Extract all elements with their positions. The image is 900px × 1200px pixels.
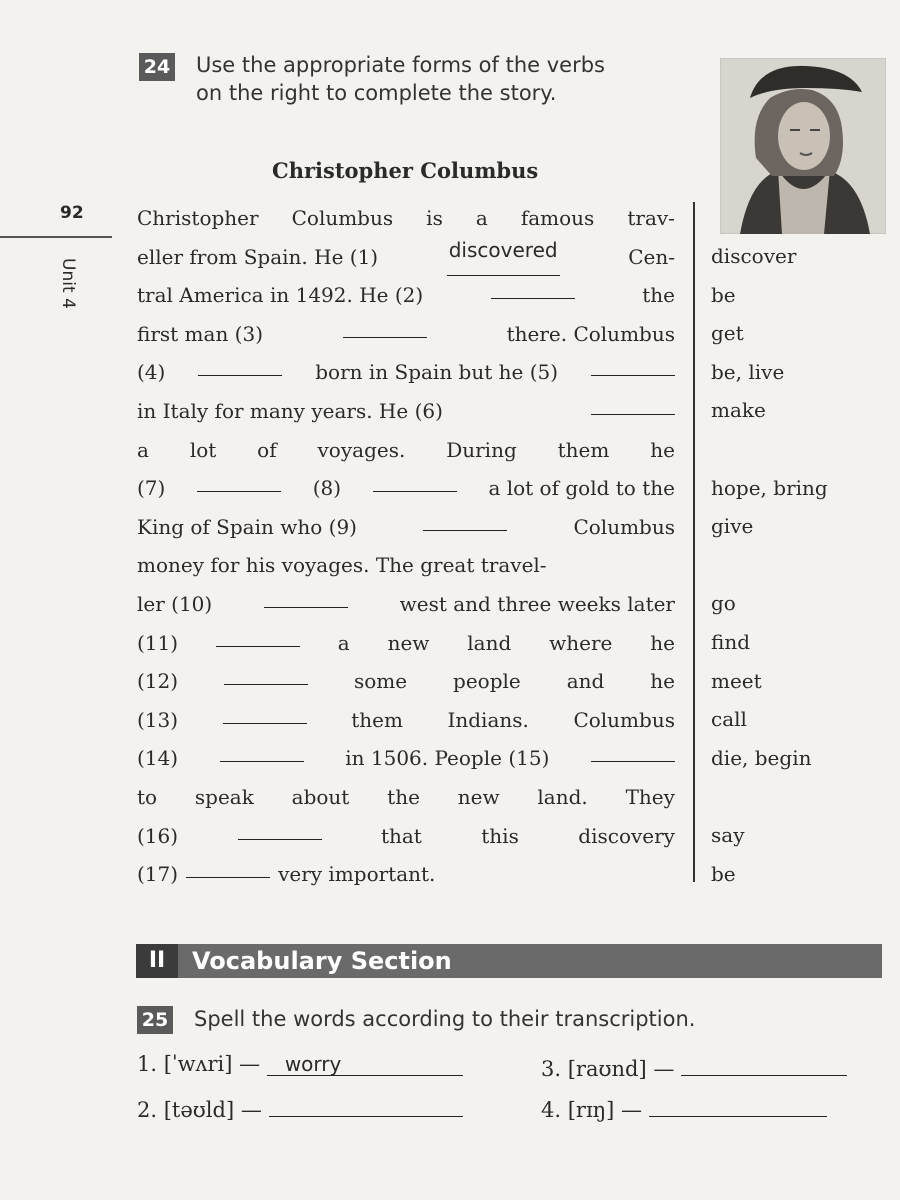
story-line-3: tral America in 1492. He (2) the [137,276,675,315]
answer-input-1[interactable]: worry [267,1052,463,1076]
verb-item [711,430,828,469]
story-title: Christopher Columbus [272,158,539,183]
blank-10[interactable] [264,585,348,608]
story-line-8: (7) (8) a lot of gold to the [137,469,675,508]
verb-item: give [711,514,754,539]
story-line-1: Christopher Columbus is a famous trav- [137,206,675,230]
verb-item: find [711,629,751,654]
story-line-15: (14) in 1506. People (15) [137,739,675,778]
transcription-item-2: 2. [təʊld] — [137,1093,463,1122]
blank-17[interactable] [186,855,270,878]
section-header [136,944,882,978]
verb-item: discover [711,244,797,268]
exercise-24-instruction-line2: on the right to complete the story. [196,81,557,105]
story-line-9: King of Spain who (9) Columbus [137,508,675,547]
verb-item: hope, bring [711,475,828,500]
transcription-item-4: 4. [rɪŋ] — [541,1093,827,1122]
blank-14[interactable] [220,739,304,762]
exercise-24-instruction-line1: Use the appropriate forms of the verbs [196,53,605,77]
verb-item [711,546,828,585]
answer-input-4[interactable] [649,1093,827,1117]
answer-1[interactable]: discovered [447,238,560,277]
section-title: Vocabulary Section [192,947,452,975]
blank-2[interactable] [491,276,575,299]
transcription-item-1: 1. [ˈwʌri] — worry [137,1052,463,1076]
story-line-14: (13) them Indians. Columbus [137,701,675,740]
verb-item: die, begin [711,745,812,770]
story-line-5: (4) born in Spain but he (5) [137,353,675,392]
blank-12[interactable] [224,662,308,685]
story-line-11: ler (10) west and three weeks later [137,585,675,624]
blank-6[interactable] [591,392,675,415]
story-line-12: (11) a new land where he [137,624,675,663]
blank-4[interactable] [198,353,282,376]
story-line-10: money for his voyages. The great travel- [137,553,547,578]
story-line-17: (16) that this discovery [137,817,675,856]
blank-11[interactable] [216,624,300,647]
blank-15[interactable] [591,739,675,762]
answer-input-2[interactable] [269,1093,463,1117]
story-line-2: eller from Spain. He (1) discovered Cen- [137,238,675,277]
verb-item: call [711,707,747,732]
verb-item: meet [711,668,762,693]
blank-9[interactable] [423,508,507,531]
verb-item: make [711,398,766,423]
blank-16[interactable] [238,817,322,840]
blank-8[interactable] [373,469,457,492]
story-line-18: (17) very important. [137,855,675,894]
story-line-7: a lot of voyages. During them he [137,437,675,462]
story-text [137,199,675,894]
blank-7[interactable] [197,469,281,492]
verb-list [711,237,828,893]
exercise-24-number: 24 [139,53,175,81]
verb-column-divider [693,202,695,882]
verb-item: be, live [711,359,785,384]
page-number-divider [0,236,112,238]
answer-input-3[interactable] [681,1052,847,1076]
transcription-item-3: 3. [raʊnd] — [541,1052,847,1081]
verb-item: be [711,282,736,307]
unit-label: Unit 4 [58,258,78,309]
exercise-25-number: 25 [137,1006,173,1034]
story-line-4: first man (3) there. Columbus [137,315,675,354]
columbus-portrait [720,58,886,234]
story-line-16: to speak about the new land. They [137,784,675,809]
section-number: II [136,944,178,978]
story-line-13: (12) some people and he [137,662,675,701]
story-line-6: in Italy for many years. He (6) [137,392,675,431]
exercise-25-instruction: Spell the words according to their transcription. [194,1007,696,1031]
verb-item: say [711,822,745,847]
verb-item: go [711,591,736,616]
page-number: 92 [60,203,84,223]
verb-item: be [711,861,736,886]
verb-item: get [711,321,744,346]
blank-13[interactable] [223,701,307,724]
blank-5[interactable] [591,353,675,376]
verb-item [711,777,828,816]
blank-3[interactable] [343,315,427,338]
